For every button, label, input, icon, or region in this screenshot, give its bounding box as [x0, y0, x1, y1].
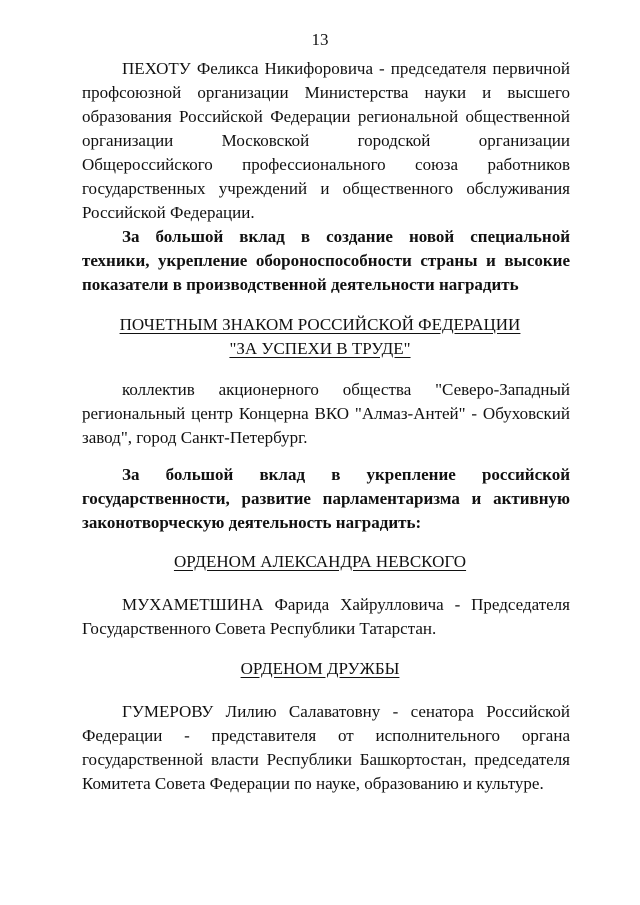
award-title-labor-line2: "ЗА УСПЕХИ В ТРУДЕ" [229, 339, 411, 358]
paragraph-gumerova-text: ГУМЕРОВУ Лилию Салаватовну - сенатора Российской Федерации - представителя от исполнительного органа государственной власти Республики Башкортостан, председателя Комитета Совета Федерации по науке, образованию и культуре. [82, 702, 570, 793]
paragraph-pekhotu-text: ПЕХОТУ Феликса Никифоровича - председателя первичной профсоюзной организации Министерства науки и высшего образования Российской Федерации региональной общественной организации Московской городской организации Общероссийского профессионального союза работников государственных учреждений и общественного обслуживания Российской Федерации. [82, 59, 570, 222]
decree-special-technique [82, 225, 570, 297]
paragraph-mukhametshina [82, 593, 570, 641]
award-title-nevsky-text: ОРДЕНОМ АЛЕКСАНДРА НЕВСКОГО [173, 552, 467, 571]
paragraph-mukhametshina-text: МУХАМЕТШИНА Фарида Хайрулловича - Председателя Государственного Совета Республики Татарстан. [82, 595, 570, 638]
decree-statehood [82, 463, 570, 535]
award-title-labor [0, 313, 640, 361]
paragraph-collective [82, 378, 570, 450]
award-title-friendship [0, 657, 640, 681]
page-number: 13 [311, 30, 329, 49]
award-title-nevsky [0, 550, 640, 574]
paragraph-collective-text: коллектив акционерного общества "Северо-Западный региональный центр Концерна ВКО "Алмаз-Антей" - Обуховский завод", город Санкт-Петербург. [82, 380, 570, 447]
award-title-labor-line1: ПОЧЕТНЫМ ЗНАКОМ РОССИЙСКОЙ ФЕДЕРАЦИИ [119, 315, 521, 334]
decree-special-technique-text: За большой вклад в создание новой специальной техники, укрепление обороноспособности страны и высокие показатели в производственной деятельности наградить [82, 227, 570, 294]
paragraph-pekhotu [82, 57, 570, 225]
decree-statehood-text: За большой вклад в укрепление российской государственности, развитие парламентаризма и активную законотворческую деятельность наградить: [82, 465, 570, 532]
paragraph-gumerova [82, 700, 570, 796]
award-title-friendship-text: ОРДЕНОМ ДРУЖБЫ [240, 659, 400, 678]
